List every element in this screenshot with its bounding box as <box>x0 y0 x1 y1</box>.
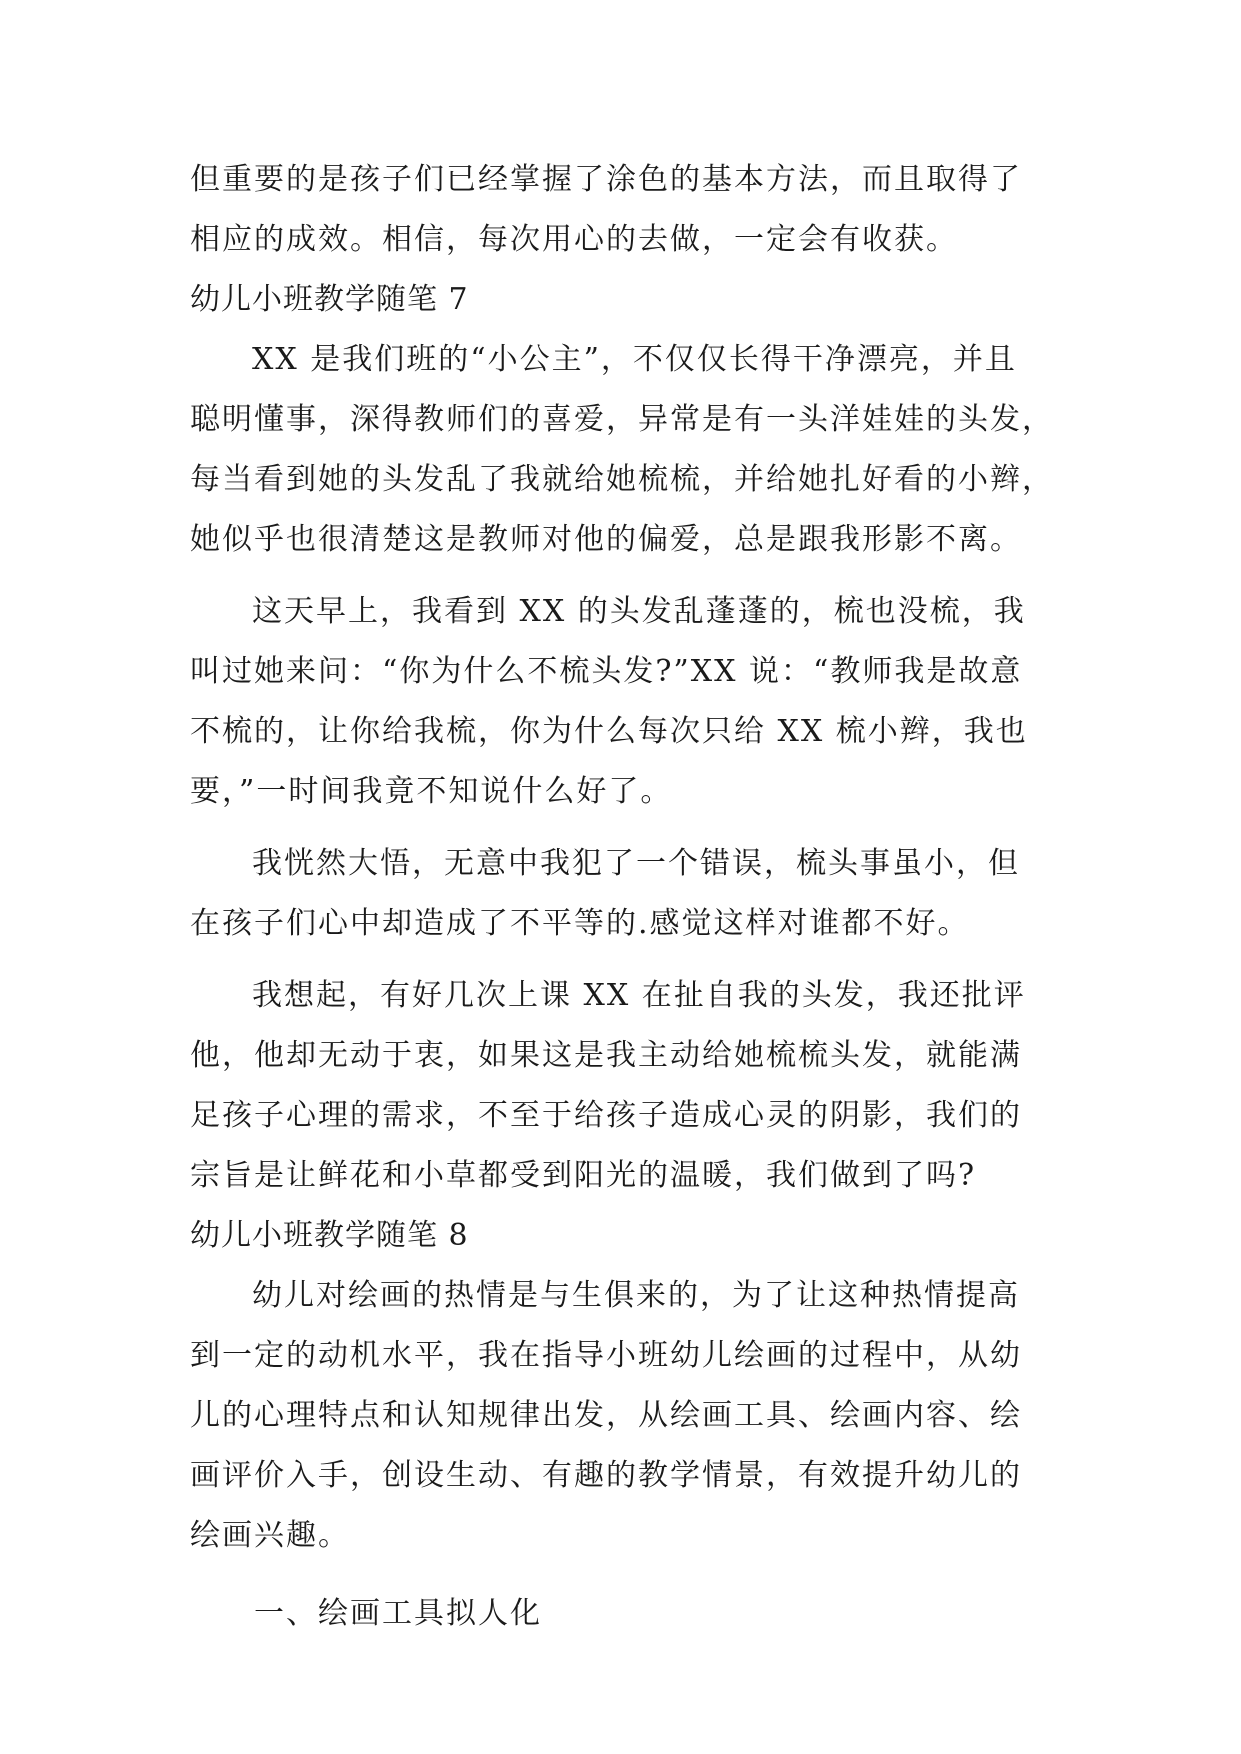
text-line: 到一定的动机水平，我在指导小班幼儿绘画的过程中，从幼 <box>190 1338 1022 1373</box>
paragraph <box>190 582 1060 822</box>
text-line: 在孩子们心中却造成了不平等的.感觉这样对谁都不好。 <box>190 906 970 941</box>
text-line: 儿的心理特点和认知规律出发，从绘画工具、绘画内容、绘 <box>190 1398 1022 1433</box>
paragraph-continuation <box>190 150 1060 270</box>
text-line: 她似乎也很清楚这是教师对他的偏爱，总是跟我形影不离。 <box>190 522 1022 557</box>
paragraph <box>190 330 1060 570</box>
text-line: 我想起，有好几次上课 XX 在扯自我的头发，我还批评 <box>252 978 1026 1013</box>
text-line: 我恍然大悟，无意中我犯了一个错误，梳头事虽小，但 <box>252 846 1020 881</box>
text-line: 这天早上，我看到 XX 的头发乱蓬蓬的，梳也没梳，我 <box>252 594 1026 629</box>
text-line: 宗旨是让鲜花和小草都受到阳光的温暖，我们做到了吗? <box>190 1158 977 1193</box>
text-line: 聪明懂事，深得教师们的喜爱，异常是有一头洋娃娃的头发， <box>190 402 1054 437</box>
section-heading: 幼儿小班教学随笔 7 <box>190 282 469 317</box>
text-line: 要，”一时间我竟不知说什么好了。 <box>190 774 673 809</box>
text-line: 幼儿对绘画的热情是与生俱来的，为了让这种热情提高 <box>252 1278 1020 1313</box>
text-line: 他，他却无动于衷，如果这是我主动给她梳梳头发，就能满 <box>190 1038 1022 1073</box>
section-heading: 幼儿小班教学随笔 8 <box>190 1218 469 1253</box>
text-line: 画评价入手，创设生动、有趣的教学情景，有效提升幼儿的 <box>190 1458 1022 1493</box>
text-line: 叫过她来问：“你为什么不梳头发?”XX 说：“教师我是故意 <box>190 654 1023 689</box>
text-line: 每当看到她的头发乱了我就给她梳梳，并给她扎好看的小辫， <box>190 462 1054 497</box>
text-line: 足孩子心理的需求，不至于给孩子造成心灵的阴影，我们的 <box>190 1098 1022 1133</box>
paragraph <box>190 1266 1060 1566</box>
paragraph <box>190 966 1060 1206</box>
text-line: 绘画兴趣。 <box>190 1518 350 1553</box>
text-line: 相应的成效。相信，每次用心的去做，一定会有收获。 <box>190 222 958 257</box>
document-page <box>190 150 1060 1644</box>
paragraph <box>190 834 1060 954</box>
subheading: 一、绘画工具拟人化 <box>254 1596 542 1631</box>
text-line: 不梳的，让你给我梳，你为什么每次只给 XX 梳小辫，我也 <box>190 714 1028 749</box>
text-line: XX 是我们班的“小公主”，不仅仅长得干净漂亮，并且 <box>252 342 1017 377</box>
text-line: 但重要的是孩子们已经掌握了涂色的基本方法，而且取得了 <box>190 162 1022 197</box>
